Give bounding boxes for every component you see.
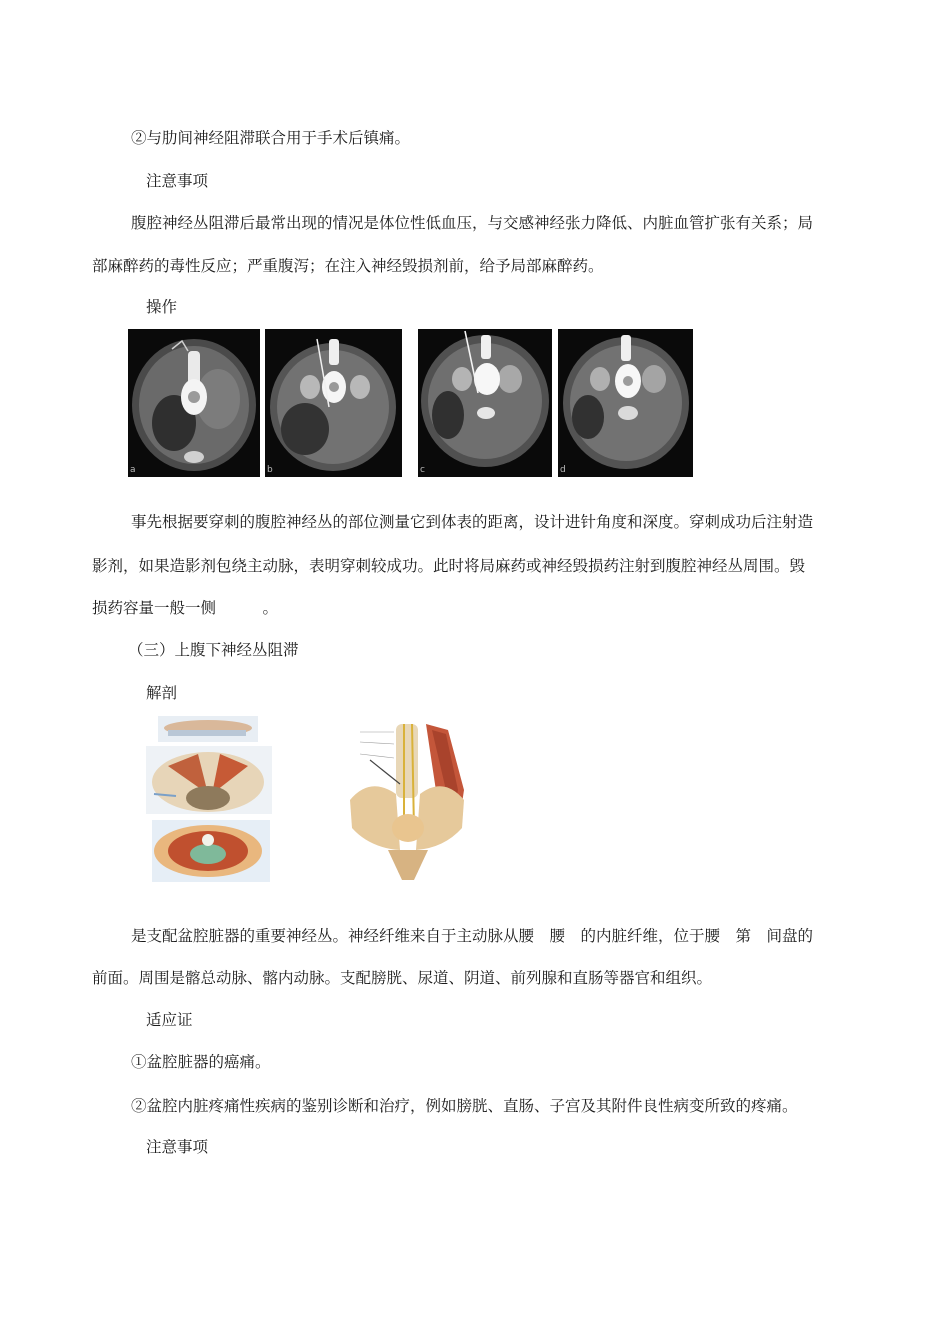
ct-scan-image-a <box>128 329 260 477</box>
anatomy-illustration-superior-hypogastric-plexus <box>340 720 475 882</box>
ct-scan-image-d <box>558 329 693 477</box>
paragraph-procedure-line-2: 影剂，如果造影剂包绕主动脉，表明穿刺较成功。此时将局麻药或神经毁损药注射到腹腔神经丛周围。毁 <box>92 557 806 575</box>
paragraph-anatomy-line-2: 前面。周围是髂总动脉、髂内动脉。支配膀胱、尿道、阴道、前列腺和直肠等器官和组织。 <box>92 969 713 987</box>
indication-item-2: ②盆腔内脏疼痛性疾病的鉴别诊断和治疗，例如膀胱、直肠、子宫及其附件良性病变所致的疼痛。 <box>131 1097 798 1115</box>
heading-notes-2: 注意事项 <box>146 1138 209 1156</box>
section-heading-superior-hypogastric: （三）上腹下神经丛阻滞 <box>128 641 299 659</box>
ct-panel-letter: d <box>560 465 566 475</box>
ct-scan-image-c <box>418 329 552 477</box>
paragraph-complications-line-1: 腹腔神经丛阻滞后最常出现的情况是体位性低血压，与交感神经张力降低、内脏血管扩张有关系；局 <box>131 214 814 232</box>
paragraph-procedure-line-1: 事先根据要穿刺的腹腔神经丛的部位测量它到体表的距离，设计进针角度和深度。穿刺成功后注射造 <box>131 513 814 531</box>
paragraph-procedure-line-3: 损药容量一般一侧 。 <box>92 599 279 617</box>
ct-panel-letter: c <box>420 465 425 475</box>
indication-item-1: ①盆腔脏器的癌痛。 <box>131 1053 271 1071</box>
heading-notes-1: 注意事项 <box>146 172 209 190</box>
heading-indications: 适应证 <box>146 1011 193 1029</box>
heading-anatomy: 解剖 <box>146 684 178 702</box>
ct-panel-letter: a <box>130 465 136 475</box>
ct-panel-letter: b <box>267 465 273 475</box>
anatomy-illustration-pelvis-section <box>128 714 274 886</box>
heading-operation: 操作 <box>146 298 178 316</box>
ct-scan-image-b <box>265 329 402 477</box>
paragraph-postoperative-analgesia: ②与肋间神经阻滞联合用于手术后镇痛。 <box>131 129 411 147</box>
paragraph-anatomy-line-1: 是支配盆腔脏器的重要神经丛。神经纤维来自于主动脉从腰 腰 的内脏纤维，位于腰 第 间盘的 <box>131 927 814 945</box>
paragraph-complications-line-2: 部麻醉药的毒性反应；严重腹泻；在注入神经毁损剂前，给予局部麻醉药。 <box>92 257 604 275</box>
